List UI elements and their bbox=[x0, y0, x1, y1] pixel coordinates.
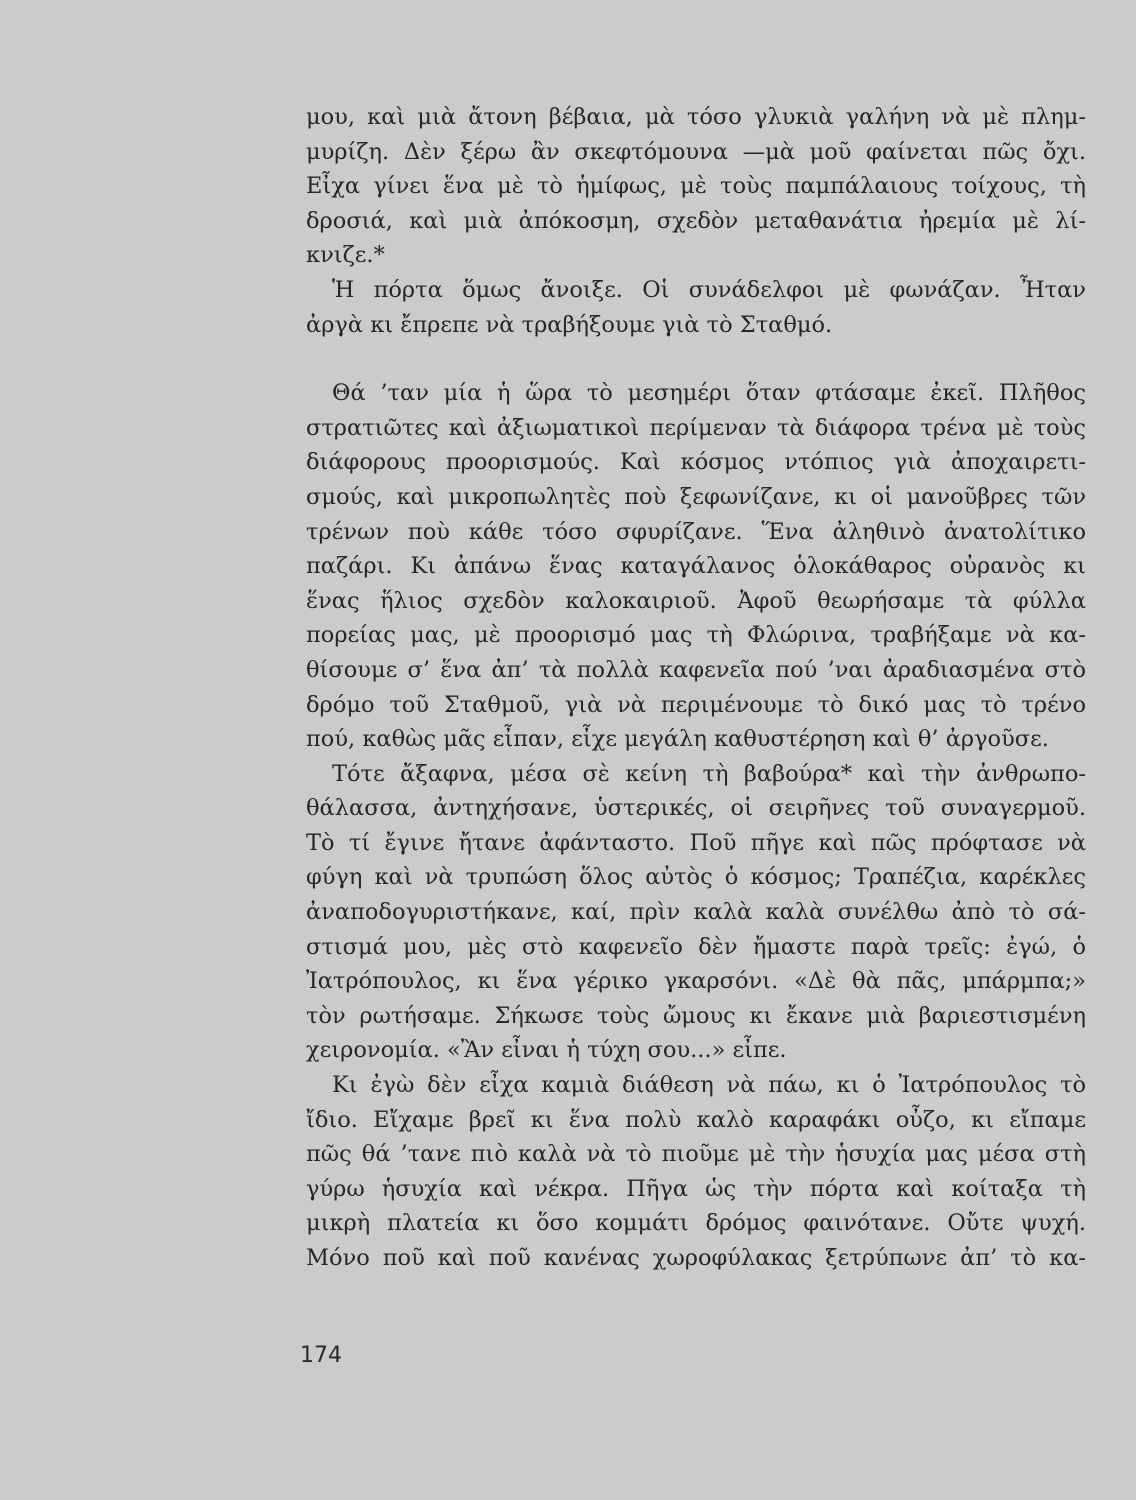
text-line: Κι ἐγὼ δὲν εἶχα καμιὰ διάθεση νὰ πάω, κι ὁ Ἰατρόπουλος τὸ bbox=[332, 1072, 1086, 1099]
text-line: μυρίζη. Δὲν ξέρω ἂν σκεφτόμουνα —μὰ μοῦ φαίνεται πῶς ὄχι. bbox=[306, 138, 1086, 165]
text-line: ἀναποδογυριστήκανε, καί, πρὶν καλὰ καλὰ συνέλθω ἀπὸ τὸ σά- bbox=[306, 899, 1086, 926]
text-line: ἴδιο. Εἴχαμε βρεῖ κι ἕνα πολὺ καλὸ καραφάκι οὖζο, κι εἴπαμε bbox=[306, 1106, 1086, 1133]
text-line: Εἶχα γίνει ἕνα μὲ τὸ ἡμίφως, μὲ τοὺς παμπάλαιους τοίχους, τὴ bbox=[306, 173, 1086, 200]
text-line: διάφορους προορισμούς. Καὶ κόσμος ντόπιος γιὰ ἀποχαιρετι- bbox=[306, 449, 1086, 476]
text-line: Θά ’ταν μία ἡ ὥρα τὸ μεσημέρι ὅταν φτάσαμε ἐκεῖ. Πλῆθος bbox=[332, 380, 1086, 407]
text-line: μικρὴ πλατεία κι ὅσο κομμάτι δρόμος φαινότανε. Οὔτε ψυχή. bbox=[306, 1210, 1086, 1237]
text-line: Τὸ τί ἔγινε ἤτανε ἀφάνταστο. Ποῦ πῆγε καὶ πῶς πρόφτασε νὰ bbox=[306, 829, 1086, 856]
text-line: πορείας μας, μὲ προορισμό μας τὴ Φλώρινα, τραβήξαμε νὰ κα- bbox=[306, 622, 1086, 649]
text-line: δροσιά, καὶ μιὰ ἀπόκοσμη, σχεδὸν μεταθανάτια ἠρεμία μὲ λί- bbox=[306, 207, 1086, 234]
text-line: χειρονομία. «Ἂν εἶναι ἡ τύχη σου...» εἶπε. bbox=[306, 1037, 787, 1064]
body-text bbox=[306, 100, 1086, 1276]
text-line: Ἡ πόρτα ὅμως ἄνοιξε. Οἱ συνάδελφοι μὲ φωνάζαν. Ἦταν bbox=[332, 276, 1086, 303]
text-line: στρατιῶτες καὶ ἀξιωματικοὶ περίμεναν τὰ διάφορα τρένα μὲ τοὺς bbox=[306, 414, 1086, 441]
text-line: στισμά μου, μὲς στὸ καφενεῖο δὲν ἤμαστε παρὰ τρεῖς: ἐγώ, ὁ bbox=[306, 933, 1086, 960]
text-line: ἕνας ἥλιος σχεδὸν καλοκαιριοῦ. Ἀφοῦ θεωρήσαμε τὰ φύλλα bbox=[306, 587, 1086, 614]
text-line: δρόμο τοῦ Σταθμοῦ, γιὰ νὰ περιμένουμε τὸ δικό μας τὸ τρένο bbox=[306, 691, 1086, 718]
page-number: 174 bbox=[300, 1343, 342, 1368]
text-line: φύγη καὶ νὰ τρυπώση ὅλος αὐτὸς ὁ κόσμος; Τραπέζια, καρέκλες bbox=[306, 864, 1086, 891]
text-line: πού, καθὼς μᾶς εἶπαν, εἶχε μεγάλη καθυστέρηση καὶ θ’ ἀργοῦσε. bbox=[306, 726, 1049, 753]
text-line: παζάρι. Κι ἀπάνω ἕνας καταγάλανος ὁλοκάθαρος οὐρανὸς κι bbox=[306, 553, 1086, 580]
section-break bbox=[306, 342, 1086, 376]
text-line: μου, καὶ μιὰ ἄτονη βέβαια, μὰ τόσο γλυκιὰ γαλήνη νὰ μὲ πλημ- bbox=[306, 104, 1086, 130]
text-line: Τότε ἄξαφνα, μέσα σὲ κείνη τὴ βαβούρα* καὶ τὴν ἀνθρωπο- bbox=[332, 760, 1086, 787]
text-line: γύρω ἡσυχία καὶ νέκρα. Πῆγα ὡς τὴν πόρτα καὶ κοίταξα τὴ bbox=[306, 1175, 1086, 1202]
text-line: Ἰατρόπουλος, κι ἕνα γέρικο γκαρσόνι. «Δὲ θὰ πᾶς, μπάρμπα;» bbox=[306, 968, 1086, 995]
text-line: θάλασσα, ἀντηχήσανε, ὑστερικές, οἱ σειρῆνες τοῦ συναγερμοῦ. bbox=[306, 795, 1086, 822]
text-line: θίσουμε σ’ ἕνα ἀπ’ τὰ πολλὰ καφενεῖα πού ’ναι ἀραδιασμένα στὸ bbox=[306, 656, 1086, 683]
text-line: τρένων ποὺ κάθε τόσο σφυρίζανε. Ἕνα ἀληθινὸ ἀνατολίτικο bbox=[306, 518, 1086, 545]
text-line: σμούς, καὶ μικροπωλητὲς ποὺ ξεφωνίζανε, κι οἱ μανοῦβρες τῶν bbox=[306, 483, 1086, 510]
text-line: κνιζε.* bbox=[306, 242, 385, 269]
text-line: Μόνο ποῦ καὶ ποῦ κανένας χωροφύλακας ξετρύπωνε ἀπ’ τὸ κα- bbox=[306, 1245, 1086, 1271]
text-line: τὸν ρωτήσαμε. Σήκωσε τοὺς ὤμους κι ἔκανε μιὰ βαριεστισμένη bbox=[306, 1002, 1086, 1029]
text-line: ἀργὰ κι ἔπρεπε νὰ τραβήξουμε γιὰ τὸ Σταθμό. bbox=[306, 311, 833, 338]
text-line: πῶς θά ’τανε πιὸ καλὰ νὰ τὸ πιοῦμε μὲ τὴν ἡσυχία μας μέσα στὴ bbox=[306, 1141, 1086, 1168]
